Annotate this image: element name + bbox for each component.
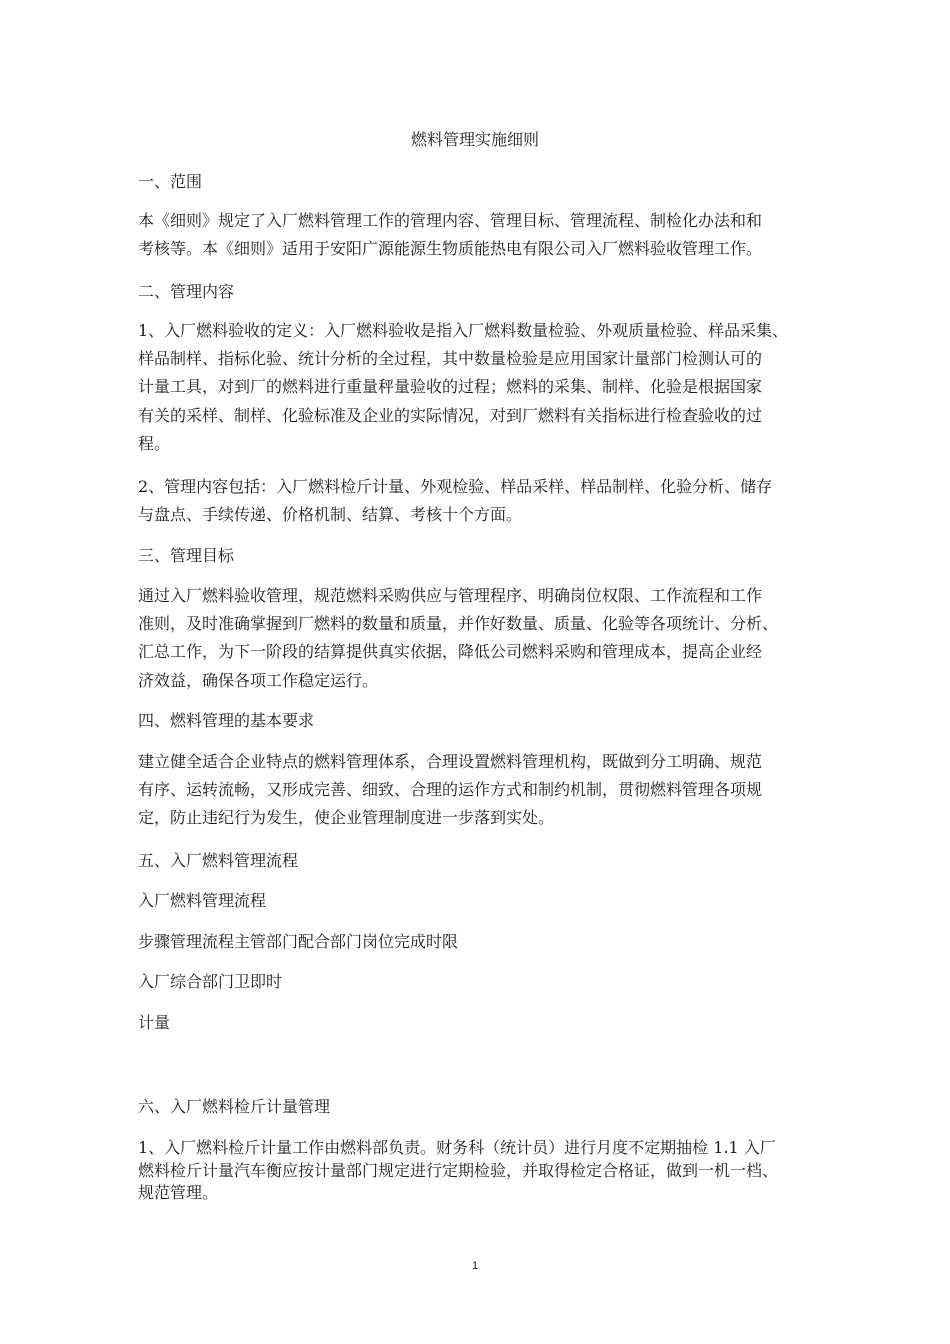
paragraph-line: 规范管理。 — [138, 1183, 219, 1202]
paragraph-line: 样品制样、指标化验、统计分析的全过程，其中数量检验是应用国家计量部门检测认可的 — [138, 349, 763, 368]
paragraph-line: 有序、运转流畅，又形成完善、细致、合理的运作方式和制约机制，贯彻燃料管理各项规 — [138, 780, 763, 799]
paragraph-line: 通过入厂燃料验收管理，规范燃料采购供应与管理程序、明确岗位权限、工作流程和工作 — [138, 586, 763, 605]
section-heading-goals: 三、管理目标 — [138, 546, 235, 565]
section-heading-process: 五、入厂燃料管理流程 — [138, 851, 299, 870]
paragraph-line: 本《细则》规定了入厂燃料管理工作的管理内容、管理目标、管理流程、制检化办法和和 — [138, 211, 763, 230]
paragraph-line: 准则，及时准确掌握到厂燃料的数量和质量，并作好数量、质量、化验等各项统计、分析、 — [138, 614, 779, 633]
paragraph-line: 济效益，确保各项工作稳定运行。 — [138, 671, 379, 690]
paragraph-line: 与盘点、手续传递、价格机制、结算、考核十个方面。 — [138, 505, 523, 524]
paragraph-line: 汇总工作，为下一阶段的结算提供真实依据，降低公司燃料采购和管理成本，提高企业经 — [138, 642, 763, 661]
paragraph-line: 1、入厂燃料检斤计量工作由燃料部负责。财务科（统计员）进行月度不定期抽检 1.1 入厂 — [138, 1138, 776, 1157]
paragraph-line: 计量工具，对到厂的燃料进行重量秤量验收的过程；燃料的采集、制样、化验是根据国家 — [138, 377, 763, 396]
paragraph-line: 步骤管理流程主管部门配合部门岗位完成时限 — [138, 932, 459, 951]
paragraph-line: 建立健全适合企业特点的燃料管理体系，合理设置燃料管理机构，既做到分工明确、规范 — [138, 752, 763, 771]
paragraph-line: 2、管理内容包括：入厂燃料检斤计量、外观检验、样品采样、样品制样、化验分析、储存 — [138, 477, 773, 496]
paragraph-line: 1、入厂燃料验收的定义：入厂燃料验收是指入厂燃料数量检验、外观质量检验、样品采集、 — [138, 321, 789, 340]
paragraph-line: 入厂综合部门卫即时 — [138, 972, 283, 991]
paragraph-line: 程。 — [138, 434, 171, 453]
paragraph-line: 定，防止违纪行为发生，使企业管理制度进一步落到实处。 — [138, 808, 555, 827]
paragraph-line: 考核等。本《细则》适用于安阳广源能源生物质能热电有限公司入厂燃料验收管理工作。 — [138, 239, 763, 258]
section-heading-content: 二、管理内容 — [138, 282, 235, 301]
document-title: 燃料管理实施细则 — [410, 130, 539, 149]
section-heading-weighing: 六、入厂燃料检斤计量管理 — [138, 1097, 331, 1116]
paragraph-line: 入厂燃料管理流程 — [138, 891, 267, 910]
paragraph-line: 有关的采样、制样、化验标准及企业的实际情况，对到厂燃料有关指标进行检查验收的过 — [138, 406, 763, 425]
section-heading-scope: 一、范围 — [138, 172, 203, 191]
page-number: 1 — [471, 1260, 479, 1272]
paragraph-line: 燃料检斤计量汽车衡应按计量部门规定进行定期检验，并取得检定合格证，做到一机一档、 — [138, 1161, 779, 1180]
paragraph-line: 计量 — [138, 1013, 171, 1032]
section-heading-requirements: 四、燃料管理的基本要求 — [138, 711, 315, 730]
